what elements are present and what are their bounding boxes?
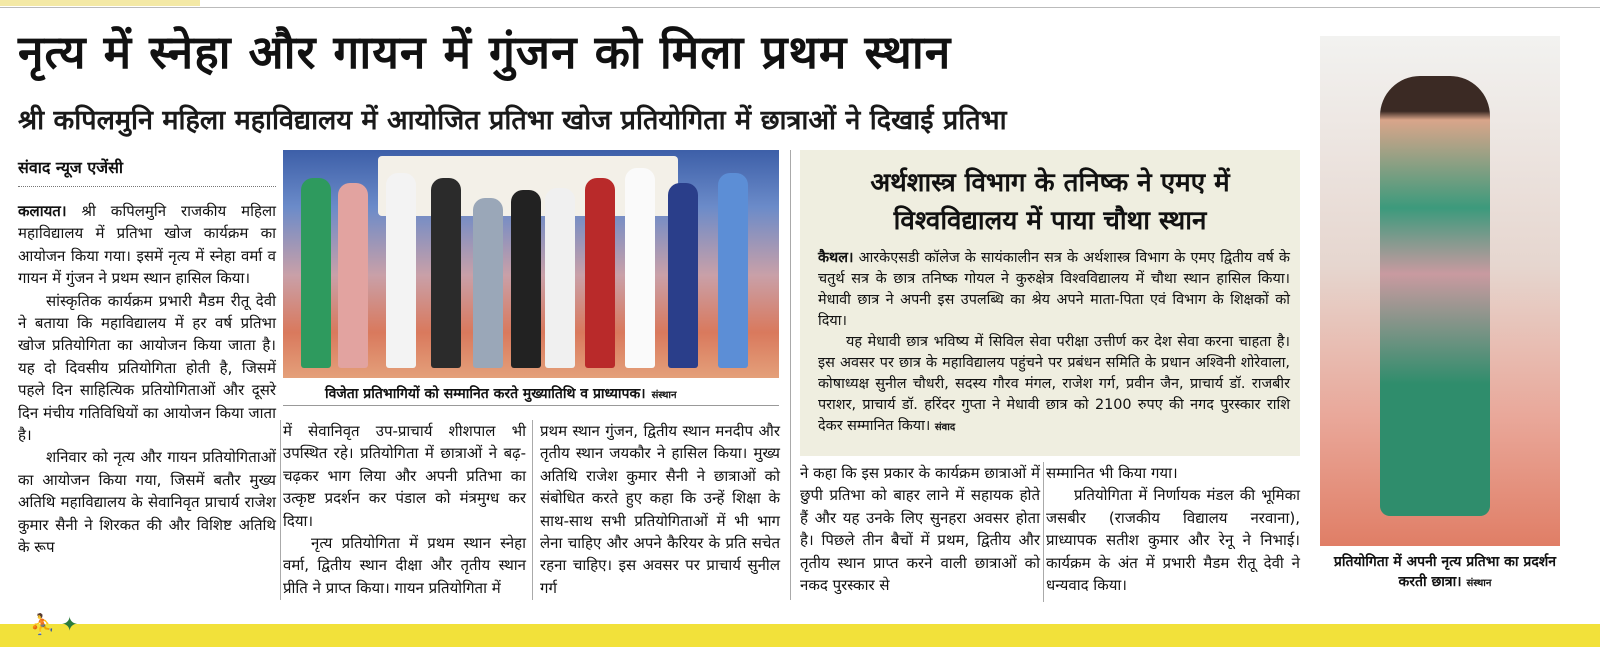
paragraph: प्रतियोगिता में निर्णायक मंडल की भूमिका जसबीर (राजकीय विद्यालय नरवाना), प्राध्यापक सतीश कुमार और रेनू ने निभाई। कार्यक्रम के अंत में प्रभारी मैडम रीतू देवी ने धन्यवाद किया। (1046, 486, 1300, 595)
paragraph: आरकेएसडी कॉलेज के सायंकालीन सत्र के अर्थशास्त्र विभाग के एमए द्वितीय वर्ष के चतुर्थ सत्र के छात्र तनिष्क गोयल ने कुरुक्षेत्र विश्वविद्यालय में चौथा स्थान हासिल किया। मेधावी छात्र ने अपनी इस उपलब्धि का श्रेय अपने माता-पिता एवं विभाग के शिक्षकों को दिया। (818, 250, 1290, 329)
paragraph: शनिवार को नृत्य और गायन प्रतियोगिताओं का आयोजन किया गया, जिसमें बतौर मुख्य अतिथि महाविद्यालय के सेवानिवृत प्राचार्य राजेश कुमार सैनी ने शिरकत की और विशिष्ट अतिथि के रूप (18, 448, 276, 557)
paragraph: सम्मानित भी किया गया। (1046, 464, 1178, 482)
dateline: कलायत। (18, 202, 67, 220)
title-line: अर्थशास्त्र विभाग के तनिष्क ने एमए में (870, 168, 1230, 198)
dance-photo (1320, 36, 1560, 546)
side-story-box (800, 150, 1300, 456)
paragraph: यह मेधावी छात्र भविष्य में सिविल सेवा परीक्षा उत्तीर्ण कर देश सेवा करना चाहता है। इस अवसर पर छात्र के महाविद्यालय पहुंचने पर प्रबंधन समिति के प्रधान अश्विनी शोरेवाला, कोषाध्यक्ष सुनील चौधरी, सदस्य गौरव मंगल, राजेश गर्ग, प्रवीन जैन, प्राचार्य डॉ. राजबीर पराशर, प्राचार्य डॉ. हरिंदर गुप्ता ने मेधावी छात्र को 2100 रुपए की नगद पुरस्कार राशि देकर सम्मानित किया। (818, 334, 1290, 434)
side-story-body (800, 248, 1300, 438)
caption-text: विजेता प्रतिभागियों को सम्मानित करते मुख्यातिथि व प्राध्यापक। (325, 386, 646, 402)
story-column-2 (283, 420, 526, 599)
award-photo (283, 150, 779, 378)
dance-photo-caption (1330, 552, 1560, 594)
paragraph: में सेवानिवृत उप-प्राचार्य शीशपाल भी उपस्थित रहे। प्रतियोगिता में छात्राओं ने बढ़-चढ़कर भाग लिया और अपनी प्रतिभा का उत्कृष्ट प्रदर्शन कर पंडाल को मंत्रमुग्ध कर दिया। (283, 422, 526, 530)
bottom-bar (0, 624, 1600, 647)
headline: नृत्य में स्नेहा और गायन में गुंजन को मिला प्रथम स्थान (18, 25, 952, 79)
paragraph: नृत्य प्रतियोगिता में प्रथम स्थान स्नेहा वर्मा, द्वितीय स्थान दीक्षा और तृतीय स्थान प्रीति ने प्राप्त किया। गायन प्रतियोगिता में (283, 534, 526, 597)
divider (280, 420, 281, 600)
dateline: कैथल। (818, 250, 854, 266)
story-column-5 (1046, 462, 1300, 596)
sports-logo-icon: ⛹ ✦ (30, 612, 79, 636)
subheadline: श्री कपिलमुनि महिला महाविद्यालय में आयोजित प्रतिभा खोज प्रतियोगिता में छात्राओं ने दिखाई प्रतिभा (18, 105, 1007, 136)
story-column-4 (800, 462, 1040, 596)
photo-credit: संस्थान (651, 390, 677, 401)
story-column-1 (18, 200, 276, 559)
divider (790, 150, 791, 600)
divider (1043, 462, 1044, 602)
credit: संवाद (934, 422, 956, 433)
paragraph: श्री कपिलमुनि राजकीय महिला महाविद्यालय में प्रतिभा खोज कार्यक्रम का आयोजन किया गया। इसमें नृत्य में स्नेहा वर्मा व गायन में गुंजन ने प्रथम स्थान हासिल किया। (18, 202, 276, 288)
photo-caption (283, 380, 779, 406)
paragraph: ने कहा कि इस प्रकार के कार्यक्रम छात्राओं में छुपी प्रतिभा को बाहर लाने में सहायक होते हैं और यह उनके लिए सुनहरा अवसर होता है। पिछले तीन बैचों में प्रथम, द्वितीय और तृतीय स्थान प्राप्त करने वाली छात्राओं को नकद पुरस्कार से (800, 464, 1040, 595)
divider (532, 420, 533, 600)
caption-text: प्रतियोगिता में अपनी नृत्य प्रतिभा का प्रदर्शन करती छात्रा। (1333, 554, 1557, 590)
byline: संवाद न्यूज एजेंसी (18, 156, 276, 187)
paragraph: सांस्कृतिक कार्यक्रम प्रभारी मैडम रीतू देवी ने बताया कि महाविद्यालय में हर वर्ष प्रतिभा खोज प्रतियोगिता का आयोजन किया जाता है। यह दो दिवसीय प्रतियोगिता होती है, जिसमें पहले दिन साहित्यिक प्रतियोगिताओं और दूसरे दिन मंचीय गतिविधियों का आयोजन किया जाता है। (18, 291, 276, 445)
top-strip (0, 0, 1600, 8)
paragraph: प्रथम स्थान गुंजन, द्वितीय स्थान मनदीप और तृतीय स्थान जयकौर ने हासिल किया। मुख्य अतिथि राजेश कुमार सैनी ने छात्राओं को संबोधित करते हुए कहा कि उन्हें शिक्षा के साथ-साथ सभी प्रतियोगिताओं में भी भाग लेना चाहिए और अपने कैरियर के प्रति सचेत रहना चाहिए। इस अवसर पर प्राचार्य सुनील गर्ग (540, 422, 780, 597)
photo-credit: संस्थान (1466, 578, 1492, 589)
side-story-title (800, 150, 1300, 240)
story-column-3 (540, 420, 780, 599)
title-line: विश्वविद्यालय में पाया चौथा स्थान (893, 206, 1207, 236)
